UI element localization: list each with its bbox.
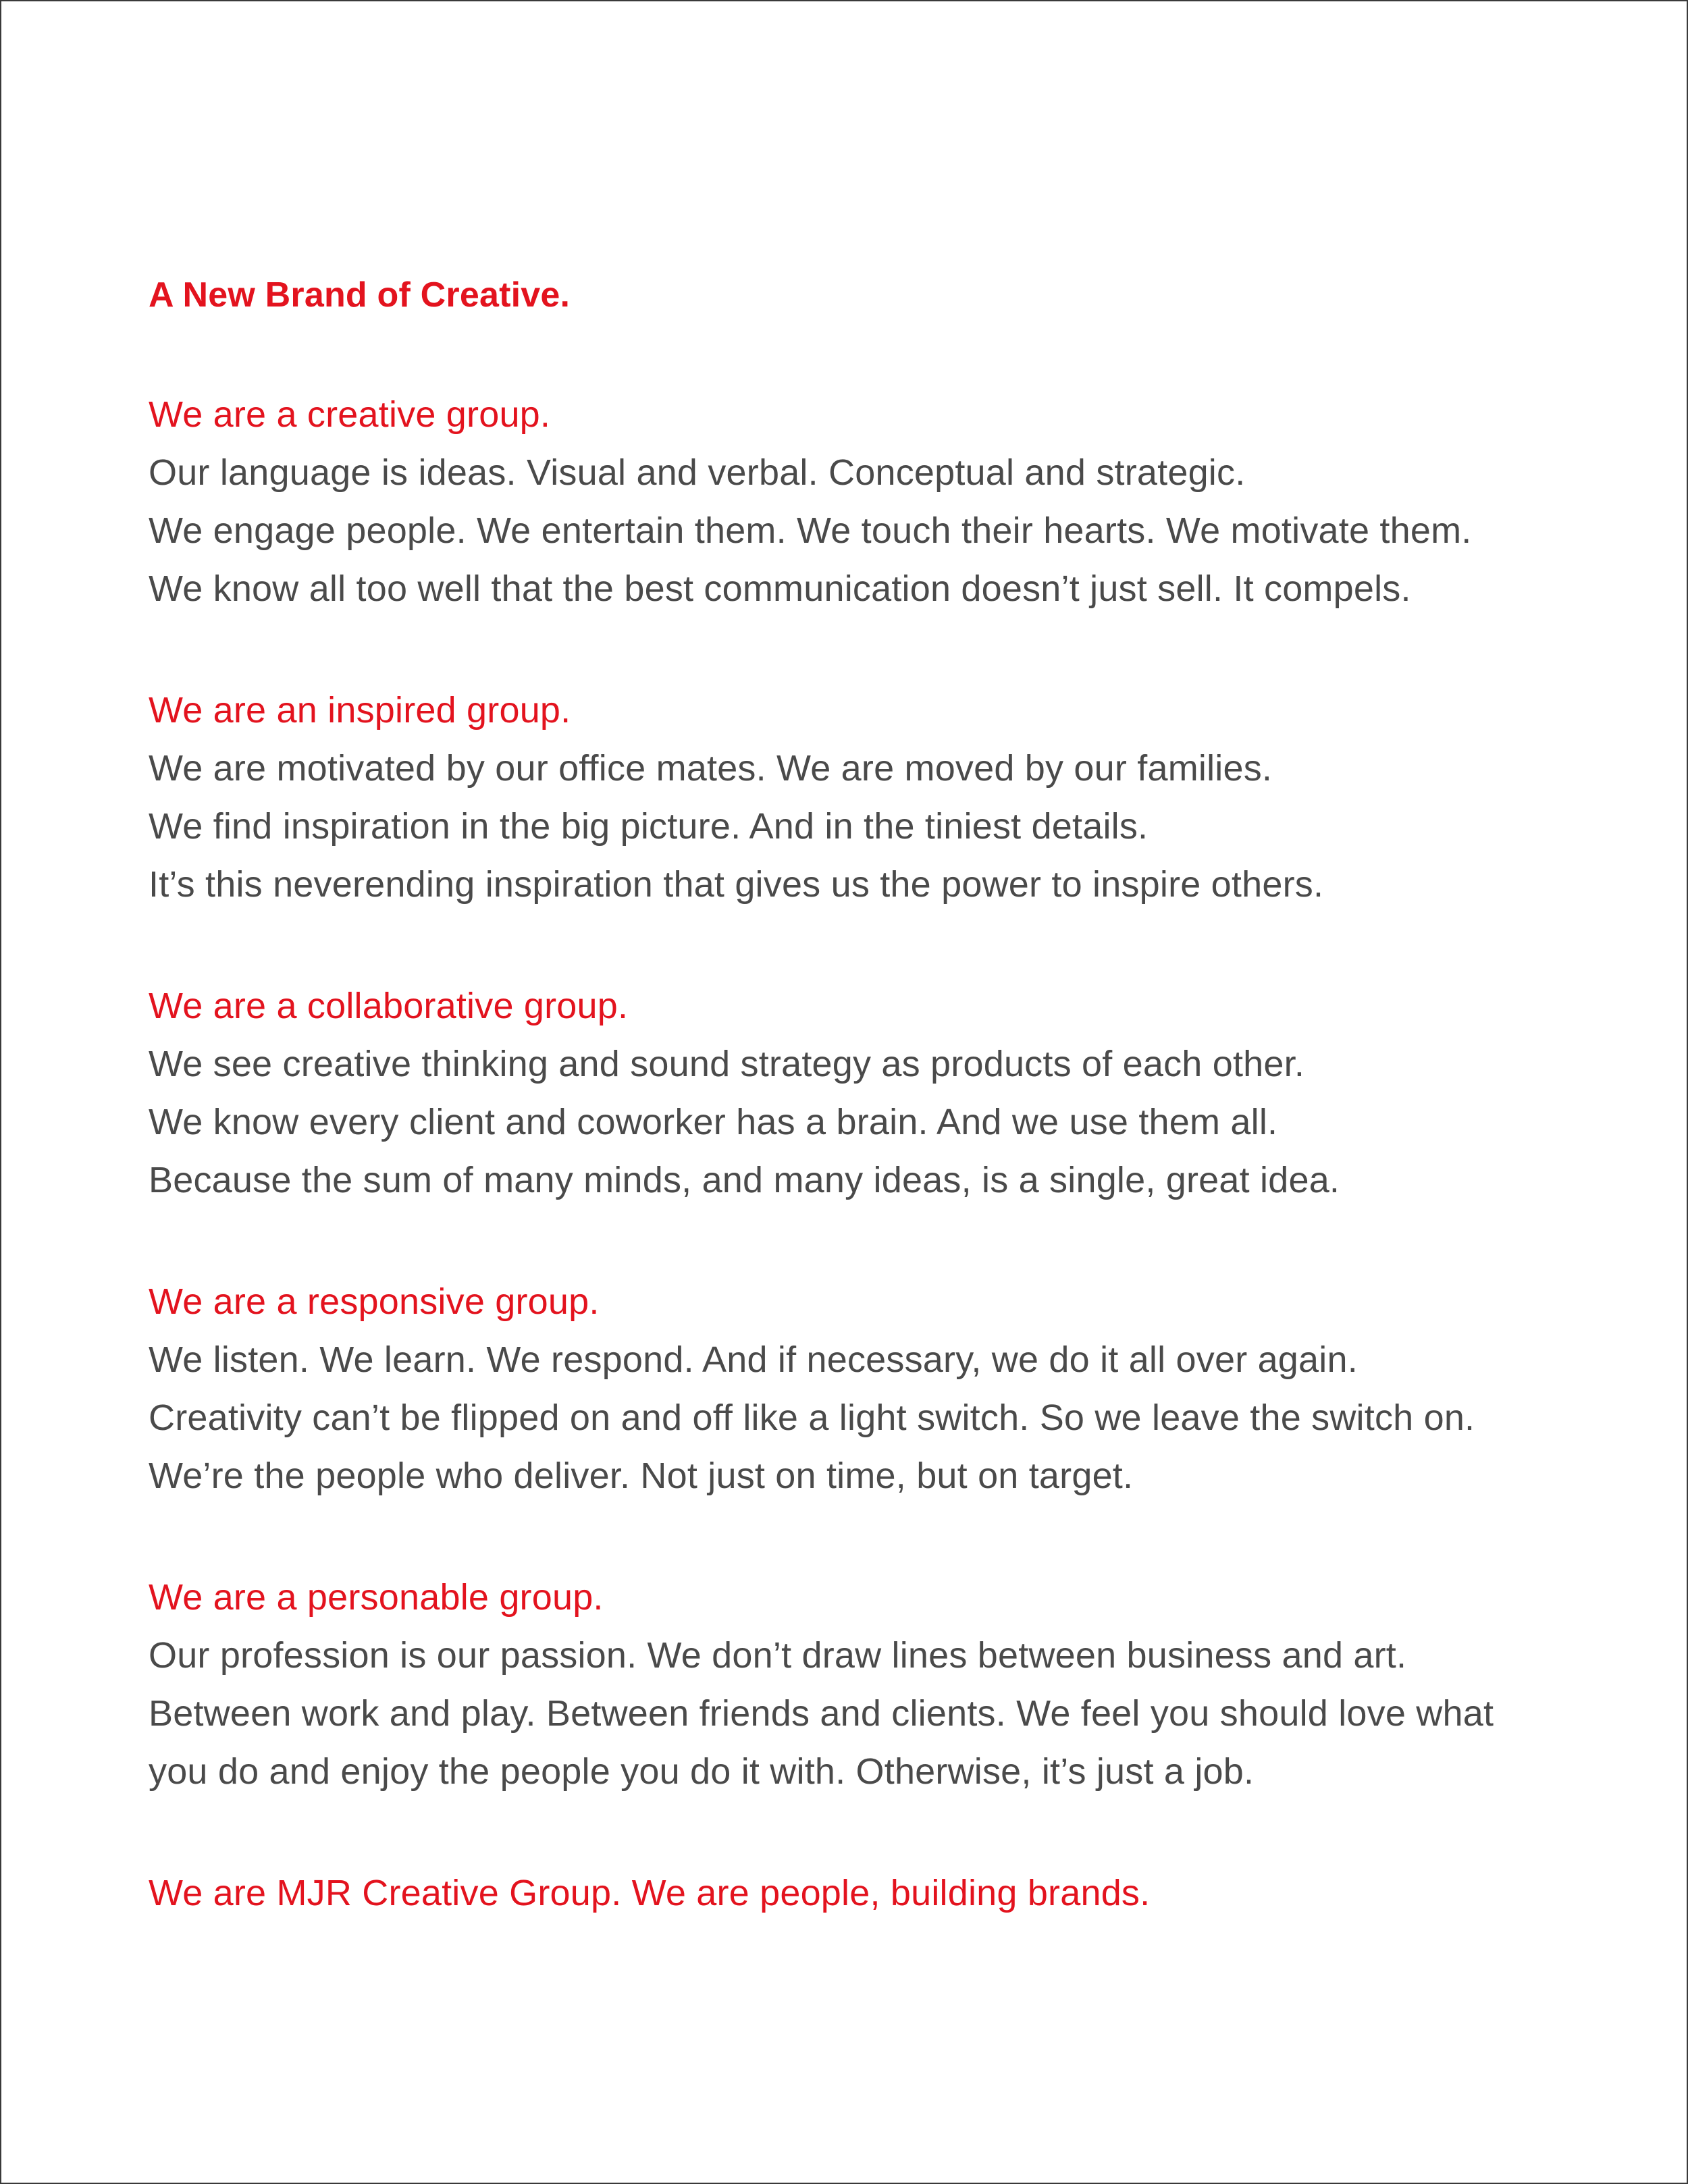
body-line: you do and enjoy the people you do it with. Otherwise, it’s just a job. xyxy=(149,1751,1255,1792)
section-inspired xyxy=(149,681,1566,913)
body-line: It’s this neverending inspiration that gives us the power to inspire others. xyxy=(149,864,1324,905)
body-line: We find inspiration in the big picture. And in the tiniest details. xyxy=(149,806,1149,847)
body-line: We listen. We learn. We respond. And if necessary, we do it all over again. xyxy=(149,1339,1358,1380)
body-line: Because the sum of many minds, and many ideas, is a single, great idea. xyxy=(149,1160,1340,1200)
body-line: We engage people. We entertain them. We touch their hearts. We motivate them. xyxy=(149,510,1472,551)
section-heading: We are a creative group. xyxy=(149,394,551,435)
body-line: Our profession is our passion. We don’t draw lines between business and art. xyxy=(149,1635,1407,1676)
section-creative xyxy=(149,385,1566,618)
section-personable xyxy=(149,1568,1566,1801)
page-title: A New Brand of Creative. xyxy=(149,275,571,315)
section-collaborative xyxy=(149,977,1566,1209)
body-line: We know every client and coworker has a brain. And we use them all. xyxy=(149,1102,1278,1142)
body-line: We see creative thinking and sound strategy as products of each other. xyxy=(149,1044,1305,1084)
body-line: Creativity can’t be flipped on and off like a light switch. So we leave the switch on. xyxy=(149,1397,1475,1438)
body-line: We are motivated by our office mates. We are moved by our families. xyxy=(149,748,1273,789)
document-content xyxy=(149,268,1566,1922)
section-heading: We are a personable group. xyxy=(149,1577,604,1618)
body-line: Our language is ideas. Visual and verbal. Conceptual and strategic. xyxy=(149,452,1246,493)
body-line: We know all too well that the best communication doesn’t just sell. It compels. xyxy=(149,568,1411,609)
body-line: We’re the people who deliver. Not just on time, but on target. xyxy=(149,1456,1134,1496)
body-line: Between work and play. Between friends and clients. We feel you should love what xyxy=(149,1693,1494,1734)
section-heading: We are a responsive group. xyxy=(149,1281,600,1322)
section-heading: We are an inspired group. xyxy=(149,690,571,730)
section-heading: We are a collaborative group. xyxy=(149,986,629,1026)
closing-statement: We are MJR Creative Group. We are people, building brands. xyxy=(149,1873,1151,1913)
section-responsive xyxy=(149,1273,1566,1505)
